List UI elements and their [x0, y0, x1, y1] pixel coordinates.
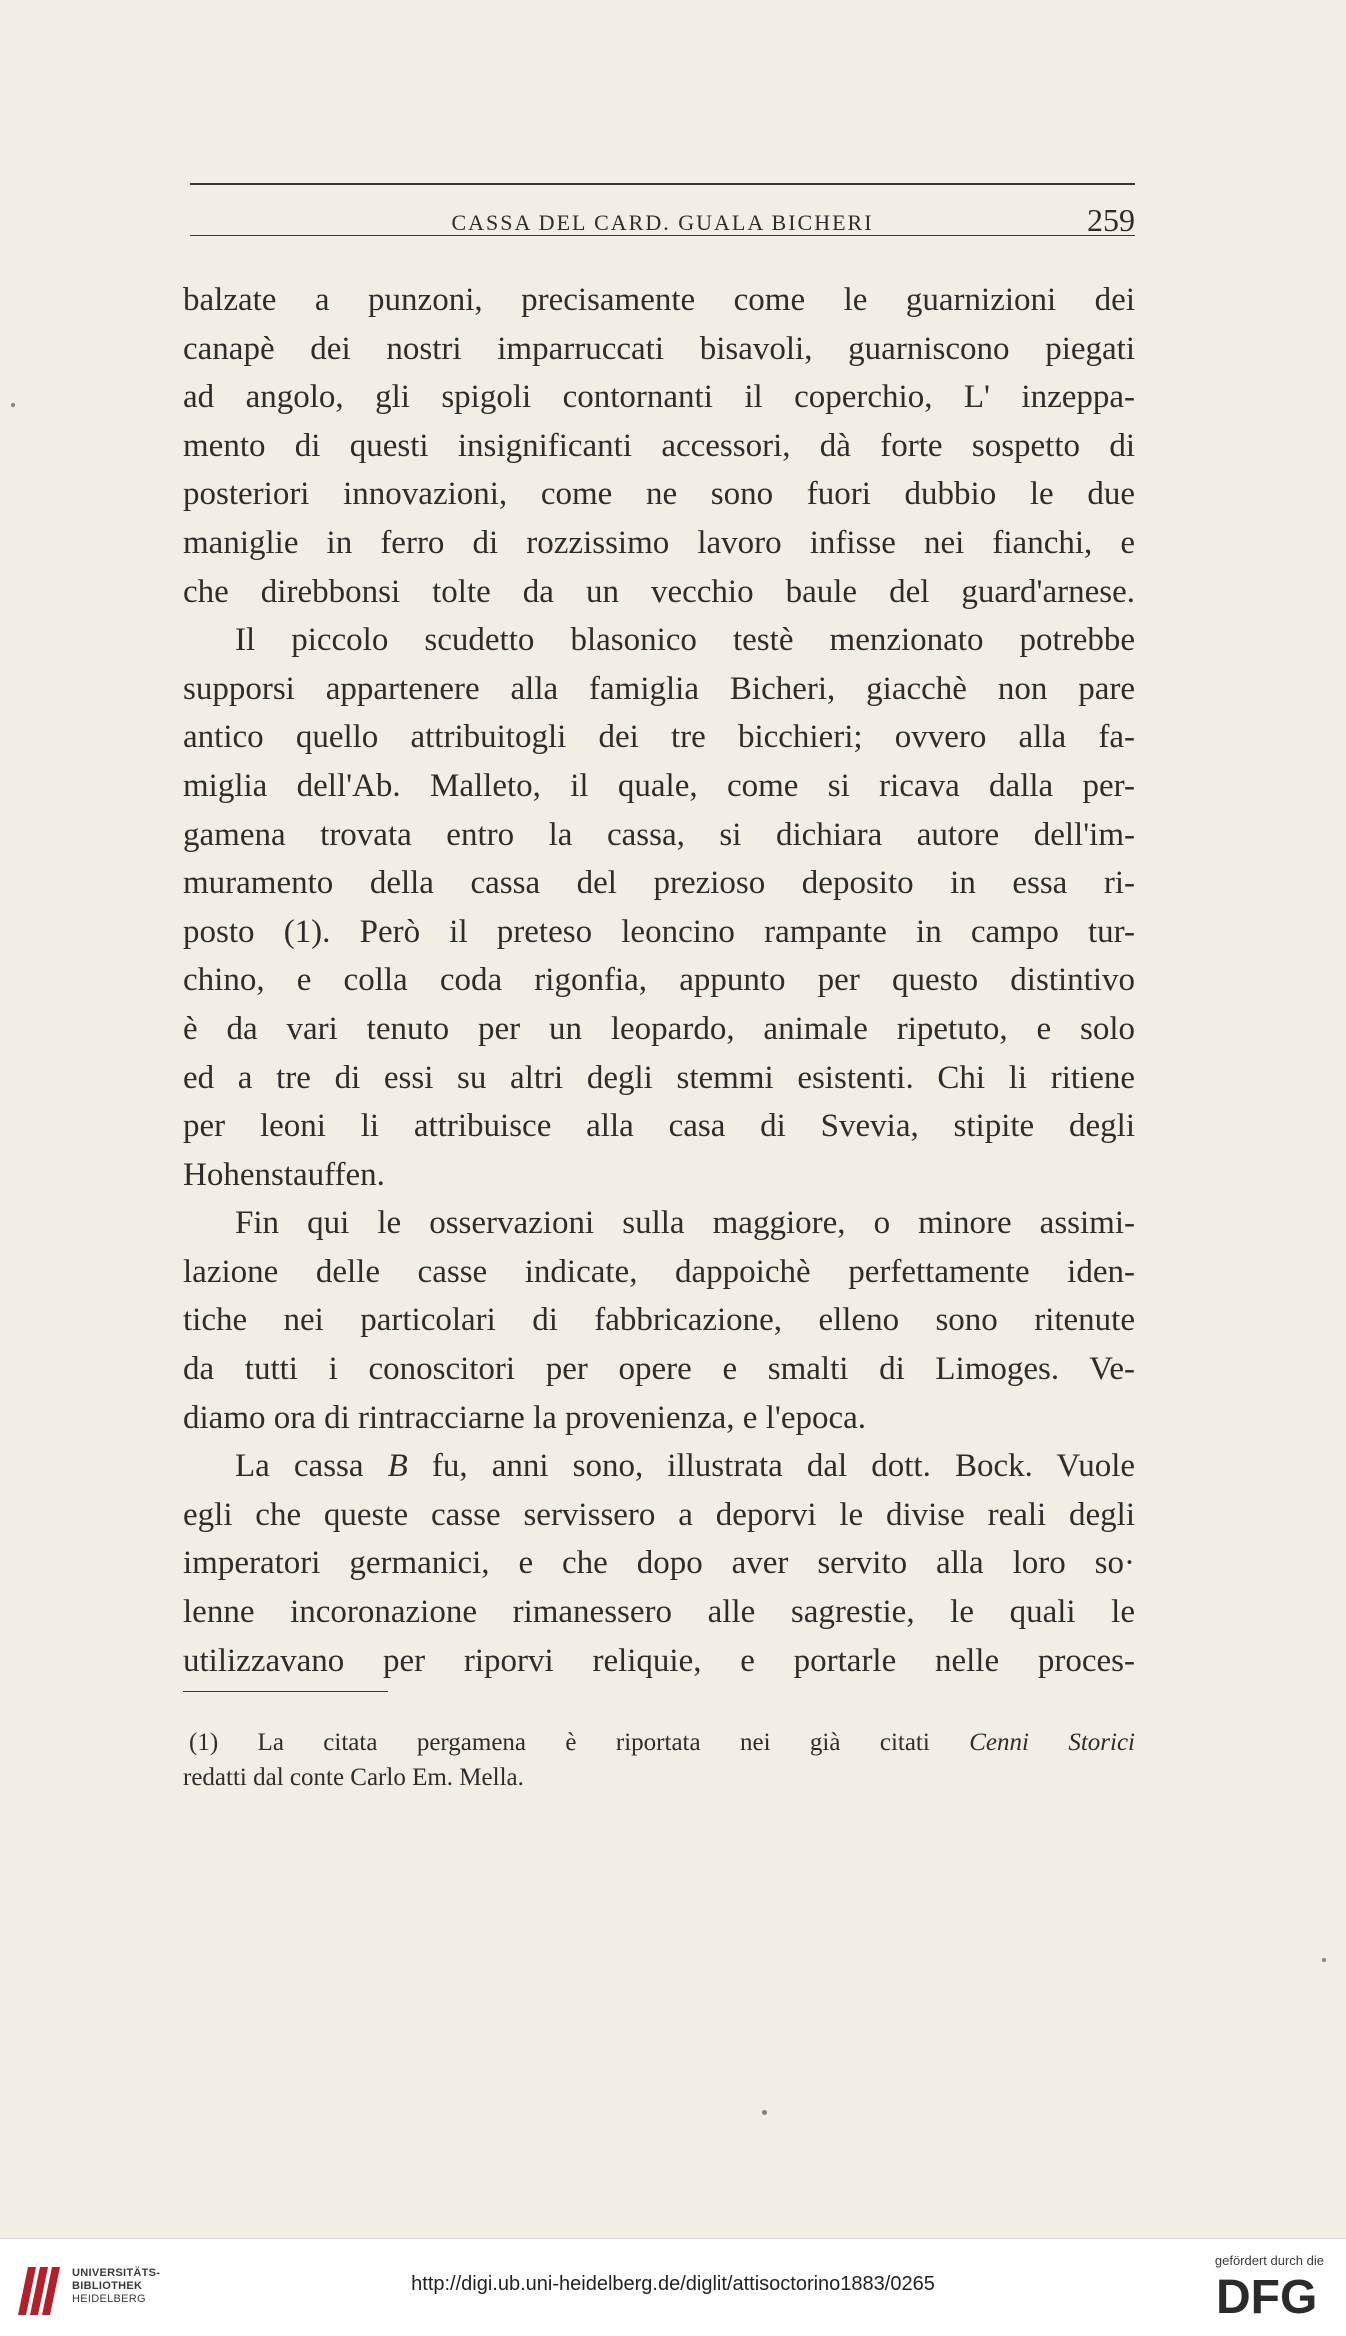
dfg-logo-text: DFG: [1216, 2271, 1318, 2321]
header-rule-bottom: [190, 235, 1135, 236]
page-number: 259: [1087, 202, 1135, 238]
text-line: balzate a punzoni, precisamente come le guarnizioni dei: [183, 282, 1135, 318]
text-line: posteriori innovazioni, come ne sono fuori dubbio le due: [183, 476, 1135, 513]
text-line: mento di questi insignificanti accessori, dà forte sospetto di: [183, 427, 1135, 464]
header-rule-top: [190, 183, 1135, 185]
footnote-text: (1) La citata pergamena è riportata nei già citati: [189, 1729, 930, 1756]
text-line: da tutti i conoscitori per opere e smalti di Limoges. Ve-: [183, 1351, 1135, 1388]
text-line: supporsi appartenere alla famiglia Bicheri, giacchè non pare: [183, 670, 1135, 707]
text-line: gamena trovata entro la cassa, si dichiara autore dell'im-: [183, 816, 1135, 853]
text-line-mixed: [183, 1442, 1135, 1491]
text-line: posto (1). Però il preteso leoncino rampante in campo tur-: [183, 913, 1135, 950]
text-line: è da vari tenuto per un leopardo, animale ripetuto, e solo: [183, 1010, 1135, 1047]
library-name-line: BIBLIOTHEK: [72, 2280, 143, 2292]
scan-speck: [762, 2110, 767, 2115]
text-line: Il piccolo scudetto blasonico testè menzionato potrebbe: [235, 622, 1135, 659]
footnote-line: redatti dal conte Carlo Em. Mella.: [183, 1764, 524, 1791]
viewer-footer: [0, 2238, 1346, 2336]
text-line: utilizzavano per riporvi reliquie, e portarle nelle proces-: [183, 1642, 1135, 1679]
text-line: ed a tre di essi su altri degli stemmi esistenti. Chi li ritiene: [183, 1059, 1135, 1096]
text-line: tiche nei particolari di fabbricazione, elleno sono ritenute: [183, 1302, 1135, 1339]
text-line: muramento della cassa del prezioso deposito in essa ri-: [183, 865, 1135, 902]
text-segment: La cassa: [235, 1448, 364, 1485]
italic-letter: B: [387, 1448, 408, 1485]
text-line: miglia dell'Ab. Malleto, il quale, come si ricava dalla per-: [183, 767, 1135, 804]
text-line: antico quello attribuitogli dei tre bicchieri; ovvero alla fa-: [183, 719, 1135, 756]
footnote-italic-title: Cenni Storici: [969, 1729, 1136, 1756]
text-line: per leoni li attribuisce alla casa di Svevia, stipite degli: [183, 1108, 1135, 1145]
text-line: maniglie in ferro di rozzissimo lavoro infisse nei fianchi, e: [183, 524, 1135, 561]
footnote-line: [183, 1725, 1135, 1760]
library-name-line: HEIDELBERG: [72, 2293, 146, 2305]
running-head: [190, 202, 1135, 246]
body-text: [183, 276, 1135, 1685]
text-line: canapè dei nostri imparruccati bisavoli, guarniscono piegati: [183, 330, 1135, 367]
text-line: diamo ora di rintracciarne la provenienza, e l'epoca.: [183, 1399, 867, 1436]
library-name-line: UNIVERSITÄTS-: [72, 2267, 161, 2279]
text-line: lenne incoronazione rimanessero alle sagrestie, le quali le: [183, 1594, 1135, 1631]
text-line: Hohenstauffen.: [183, 1156, 385, 1193]
dfg-logo-icon[interactable]: [1216, 2269, 1326, 2321]
scan-speck: [1322, 1958, 1326, 1962]
funder-caption: gefördert durch die: [1214, 2253, 1324, 2268]
footnote: [183, 1725, 1135, 1795]
running-title: CASSA DEL CARD. GUALA BICHERI: [451, 210, 874, 235]
text-line: chino, e colla coda rigonfia, appunto per questo distintivo: [183, 962, 1135, 999]
text-line: egli che queste casse servissero a deporvi le divise reali degli: [183, 1496, 1135, 1533]
text-line: lazione delle casse indicate, dappoichè perfettamente iden-: [183, 1253, 1135, 1290]
text-line: imperatori germanici, e che dopo aver servito alla loro so·: [183, 1545, 1135, 1582]
permalink-url[interactable]: http://digi.ub.uni-heidelberg.de/diglit/attisoctorino1883/0265: [411, 2273, 935, 2295]
text-segment: fu, anni sono, illustrata dal dott. Bock. Vuole: [431, 1448, 1136, 1485]
text-line: ad angolo, gli spigoli contornanti il coperchio, L' inzeppa-: [183, 379, 1135, 416]
footnote-rule: [183, 1691, 388, 1692]
text-line: Fin qui le osservazioni sulla maggiore, o minore assimi-: [235, 1205, 1135, 1242]
text-line: che direbbonsi tolte da un vecchio baule del guard'arnese.: [183, 573, 1135, 610]
scan-speck: [11, 403, 15, 407]
